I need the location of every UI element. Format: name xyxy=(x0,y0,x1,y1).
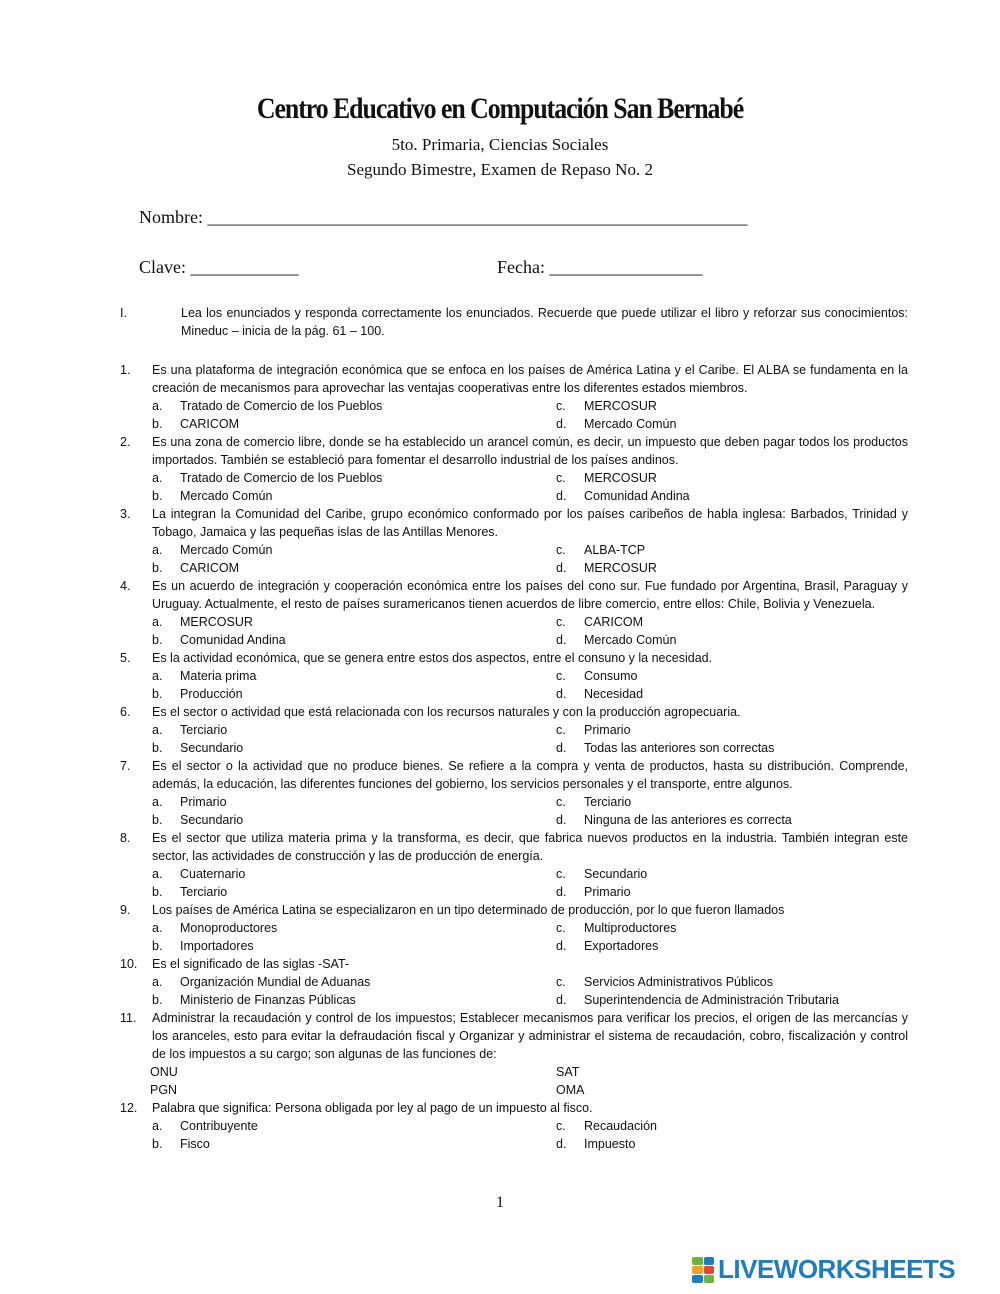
question-number: 7. xyxy=(120,759,131,773)
option-a[interactable] xyxy=(120,973,556,991)
option-a[interactable] xyxy=(120,793,556,811)
liveworksheets-logo xyxy=(692,1254,955,1285)
option-text: Recaudación xyxy=(584,1119,657,1133)
question-item xyxy=(120,829,908,901)
option-a[interactable] xyxy=(120,667,556,685)
option-d[interactable] xyxy=(556,739,908,757)
option-text: Impuesto xyxy=(584,1137,636,1151)
option-letter: b. xyxy=(152,633,163,647)
question-number: 1. xyxy=(120,363,131,377)
option-text: MERCOSUR xyxy=(180,615,253,629)
option-letter: b. xyxy=(152,1137,163,1151)
option-letter: b. xyxy=(152,993,163,1007)
question-number: 11. xyxy=(120,1011,137,1025)
question-item xyxy=(120,361,908,433)
option-d[interactable] xyxy=(556,811,908,829)
option-a[interactable] xyxy=(120,721,556,739)
question-number: 10. xyxy=(120,957,138,971)
option-letter: a. xyxy=(152,669,163,683)
option-letter: d. xyxy=(556,813,567,827)
question-text: La integran la Comunidad del Caribe, grupo económico conformado por los países caribeños de habla inglesa: Barbados, Trinidad y Tobago, Jamaica y las pequeñas islas de las Antillas Menores. xyxy=(152,507,908,539)
option-text: MERCOSUR xyxy=(584,471,657,485)
option-letter: c. xyxy=(556,615,566,629)
option-text: Organización Mundial de Aduanas xyxy=(180,975,371,989)
option-letter: d. xyxy=(556,417,567,431)
option-letter: b. xyxy=(152,813,163,827)
option-text: Servicios Administrativos Públicos xyxy=(584,975,773,989)
option-d[interactable] xyxy=(556,487,908,505)
question-text: Los países de América Latina se especializaron en un tipo determinado de producción, por lo que fueron llamados xyxy=(152,903,785,917)
option-b[interactable] xyxy=(120,415,556,433)
option-letter: a. xyxy=(152,723,163,737)
option-letter: a. xyxy=(152,543,163,557)
option-letter: d. xyxy=(556,939,567,953)
option-text: Comunidad Andina xyxy=(584,489,690,503)
question-number: 12. xyxy=(120,1101,138,1115)
option-letter: d. xyxy=(556,687,567,701)
option-letter: a. xyxy=(152,867,163,881)
option-d[interactable] xyxy=(556,1135,908,1153)
option-text: PGN xyxy=(150,1083,178,1097)
option-c[interactable] xyxy=(556,919,908,937)
option-text: Consumo xyxy=(584,669,638,683)
question-number: 3. xyxy=(120,507,131,521)
option-text: Secundario xyxy=(180,813,244,827)
option-text: Terciario xyxy=(180,885,228,899)
answer-options xyxy=(120,1063,908,1099)
option-text: Mercado Común xyxy=(180,489,273,503)
question-item xyxy=(120,955,908,1009)
option-c[interactable] xyxy=(556,973,908,991)
option-letter: a. xyxy=(152,921,163,935)
option-a[interactable] xyxy=(120,919,556,937)
question-text: Es el sector o actividad que está relacionada con los recursos naturales y con la producción agropecuaria. xyxy=(152,705,741,719)
instructions-text: Lea los enunciados y responda correctamente los enunciados. Recuerde que puede utilizar el libro y reforzar sus conocimientos: Mineduc – inicia de la pág. 61 – 100. xyxy=(181,306,908,338)
option-text: Tratado de Comercio de los Pueblos xyxy=(180,471,383,485)
option-d[interactable] xyxy=(556,685,908,703)
option-text: Comunidad Andina xyxy=(180,633,286,647)
option-a[interactable] xyxy=(120,469,556,487)
option-letter: a. xyxy=(152,795,163,809)
question-number: 4. xyxy=(120,579,131,593)
section-number: I. xyxy=(120,306,127,320)
option-text: Secundario xyxy=(180,741,244,755)
option-d[interactable] xyxy=(556,937,908,955)
option-text: CARICOM xyxy=(180,417,240,431)
question-number: 5. xyxy=(120,651,131,665)
option-text: ONU xyxy=(150,1065,178,1079)
option-letter: c. xyxy=(556,669,566,683)
option-letter: d. xyxy=(556,561,567,575)
option-text: Monoproductores xyxy=(180,921,278,935)
option-text: Cuaternario xyxy=(180,867,246,881)
question-list xyxy=(120,361,908,1153)
option-letter: c. xyxy=(556,867,566,881)
question-text: Es el sector que utiliza materia prima y la transforma, es decir, que fabrica nuevos productos en la industria. También integran este sector, las actividades de construcción y las de producción de energía. xyxy=(152,831,908,863)
option-a[interactable] xyxy=(120,1063,556,1081)
option-text: Materia prima xyxy=(180,669,257,683)
answer-options xyxy=(120,613,908,649)
option-d[interactable] xyxy=(556,631,908,649)
option-b[interactable] xyxy=(120,559,556,577)
option-b[interactable] xyxy=(120,937,556,955)
question-item xyxy=(120,901,908,955)
option-text: ALBA-TCP xyxy=(584,543,646,557)
option-text: Fisco xyxy=(180,1137,210,1151)
option-text: Multiproductores xyxy=(584,921,677,935)
option-letter: c. xyxy=(556,543,566,557)
option-text: Ministerio de Finanzas Públicas xyxy=(180,993,356,1007)
option-letter: b. xyxy=(152,561,163,575)
option-text: Mercado Común xyxy=(584,633,677,647)
option-c[interactable] xyxy=(556,397,908,415)
option-b[interactable] xyxy=(120,487,556,505)
option-d[interactable] xyxy=(556,883,908,901)
option-text: SAT xyxy=(556,1065,580,1079)
option-letter: d. xyxy=(556,489,567,503)
option-d[interactable] xyxy=(556,415,908,433)
option-text: Importadores xyxy=(180,939,254,953)
question-number: 8. xyxy=(120,831,131,845)
option-text: Primario xyxy=(584,885,631,899)
question-text: Es una plataforma de integración económica que se enfoca en los países de América Latina y el Caribe. El ALBA se fundamenta en la creación de mecanismos para aprovechar las ventajas cooperativas entre los diferentes estados miembros. xyxy=(152,363,908,395)
option-b[interactable] xyxy=(120,1135,556,1153)
question-number: 9. xyxy=(120,903,131,917)
date-field[interactable]: Fecha: _________________ xyxy=(497,257,703,277)
option-text: Primario xyxy=(180,795,227,809)
option-d[interactable] xyxy=(556,991,908,1009)
question-item xyxy=(120,1099,908,1153)
answer-options xyxy=(120,469,908,505)
question-number: 2. xyxy=(120,435,131,449)
answer-options xyxy=(120,919,908,955)
question-item xyxy=(120,757,908,829)
option-text: Exportadores xyxy=(584,939,659,953)
option-b[interactable] xyxy=(120,883,556,901)
question-text: Palabra que significa: Persona obligada por ley al pago de un impuesto al fisco. xyxy=(152,1101,593,1115)
option-letter: a. xyxy=(152,975,163,989)
question-text: Es el sector o la actividad que no produce bienes. Se refiere a la compra y venta de productos, hasta su distribución. Comprende, además, la educación, las diferentes funciones del gobierno, los servicios personales y el transporte, entre algunos. xyxy=(152,759,908,791)
option-letter: d. xyxy=(556,741,567,755)
option-text: Mercado Común xyxy=(180,543,273,557)
option-text: Todas las anteriores son correctas xyxy=(584,741,775,755)
answer-options xyxy=(120,397,908,433)
question-item xyxy=(120,1009,908,1099)
option-letter: d. xyxy=(556,993,567,1007)
option-a[interactable] xyxy=(120,613,556,631)
option-c[interactable] xyxy=(556,1063,908,1081)
option-letter: c. xyxy=(556,795,566,809)
option-c[interactable] xyxy=(556,1117,908,1135)
option-letter: a. xyxy=(152,1119,163,1133)
option-b[interactable] xyxy=(120,631,556,649)
option-c[interactable] xyxy=(556,541,908,559)
option-text: Tratado de Comercio de los Pueblos xyxy=(180,399,383,413)
grade-subject: 5to. Primaria, Ciencias Sociales xyxy=(391,135,609,154)
answer-options xyxy=(120,865,908,901)
option-d[interactable] xyxy=(556,1081,908,1099)
option-a[interactable] xyxy=(120,865,556,883)
option-a[interactable] xyxy=(120,397,556,415)
question-item xyxy=(120,703,908,757)
option-b[interactable] xyxy=(120,1081,556,1099)
question-item xyxy=(120,577,908,649)
option-text: Primario xyxy=(584,723,631,737)
option-c[interactable] xyxy=(556,667,908,685)
option-text: Contribuyente xyxy=(180,1119,258,1133)
option-text: MERCOSUR xyxy=(584,561,657,575)
option-c[interactable] xyxy=(556,721,908,739)
option-text: MERCOSUR xyxy=(584,399,657,413)
school-title: Centro Educativo en Computación San Bernabé xyxy=(256,92,744,125)
question-text: Es el significado de las siglas -SAT- xyxy=(152,957,350,971)
option-letter: b. xyxy=(152,489,163,503)
option-b[interactable] xyxy=(120,685,556,703)
option-letter: b. xyxy=(152,885,163,899)
option-d[interactable] xyxy=(556,559,908,577)
answer-options xyxy=(120,721,908,757)
option-text: Ninguna de las anteriores es correcta xyxy=(584,813,792,827)
option-letter: c. xyxy=(556,1119,566,1133)
question-item xyxy=(120,433,908,505)
brand-name: LIVEWORKSHEETS xyxy=(718,1254,956,1284)
answer-options xyxy=(120,793,908,829)
option-letter: a. xyxy=(152,399,163,413)
option-text: Terciario xyxy=(180,723,228,737)
option-a[interactable] xyxy=(120,541,556,559)
option-letter: c. xyxy=(556,921,566,935)
option-letter: b. xyxy=(152,687,163,701)
answer-options xyxy=(120,541,908,577)
answer-options xyxy=(120,973,908,1009)
option-letter: c. xyxy=(556,723,566,737)
question-text: Administrar la recaudación y control de los impuestos; Establecer mecanismos para verificar los precios, el origen de las mercancías y los aranceles, esto para evitar la defraudación fiscal y Organizar y administrar el sistema de recaudación, cobro, fiscalización y control de los impuestos a su cargo; son algunas de las funciones de: xyxy=(152,1011,908,1061)
option-letter: d. xyxy=(556,633,567,647)
option-letter: b. xyxy=(152,417,163,431)
question-text: Es un acuerdo de integración y cooperación económica entre los países del cono sur. Fue fundado por Argentina, Brasil, Paraguay y Uruguay. Actualmente, el resto de países suramericanos tienen acuerdos de libre comercio, entre ellos: Chile, Bolivia y Venezuela. xyxy=(152,579,908,611)
option-a[interactable] xyxy=(120,1117,556,1135)
option-text: Necesidad xyxy=(584,687,644,701)
clave-field[interactable]: Clave: ____________ xyxy=(139,257,299,277)
option-text: CARICOM xyxy=(180,561,240,575)
option-c[interactable] xyxy=(556,865,908,883)
option-text: OMA xyxy=(556,1083,585,1097)
question-item xyxy=(120,649,908,703)
liveworksheets-logo-icon xyxy=(692,1257,714,1283)
option-c[interactable] xyxy=(556,613,908,631)
option-text: Mercado Común xyxy=(584,417,677,431)
question-text: Es una zona de comercio libre, donde se ha establecido un arancel común, es decir, un impuesto que deben pagar todos los productos importados. También se estableció para fomentar el desarrollo industrial de los países andinos. xyxy=(152,435,908,467)
option-text: Superintendencia de Administración Tributaria xyxy=(584,993,840,1007)
option-text: Producción xyxy=(180,687,243,701)
instructions xyxy=(120,304,908,340)
option-letter: d. xyxy=(556,885,567,899)
option-letter: c. xyxy=(556,471,566,485)
option-letter: a. xyxy=(152,471,163,485)
option-letter: b. xyxy=(152,741,163,755)
option-text: CARICOM xyxy=(584,615,644,629)
exam-title: Segundo Bimestre, Examen de Repaso No. 2 xyxy=(347,160,653,179)
option-letter: a. xyxy=(152,615,163,629)
option-c[interactable] xyxy=(556,469,908,487)
option-c[interactable] xyxy=(556,793,908,811)
option-letter: c. xyxy=(556,975,566,989)
name-field[interactable]: Nombre: ____________________________________________________________ xyxy=(139,207,748,227)
answer-options xyxy=(120,667,908,703)
answer-options xyxy=(120,1117,908,1153)
option-b[interactable] xyxy=(120,991,556,1009)
question-item xyxy=(120,505,908,577)
option-b[interactable] xyxy=(120,739,556,757)
option-text: Secundario xyxy=(584,867,648,881)
question-number: 6. xyxy=(120,705,131,719)
question-text: Es la actividad económica, que se genera entre estos dos aspectos, entre el consuno y la necesidad. xyxy=(152,651,713,665)
page-number: 1 xyxy=(496,1194,504,1211)
option-b[interactable] xyxy=(120,811,556,829)
option-letter: c. xyxy=(556,399,566,413)
option-text: Terciario xyxy=(584,795,632,809)
option-letter: d. xyxy=(556,1137,567,1151)
option-letter: b. xyxy=(152,939,163,953)
